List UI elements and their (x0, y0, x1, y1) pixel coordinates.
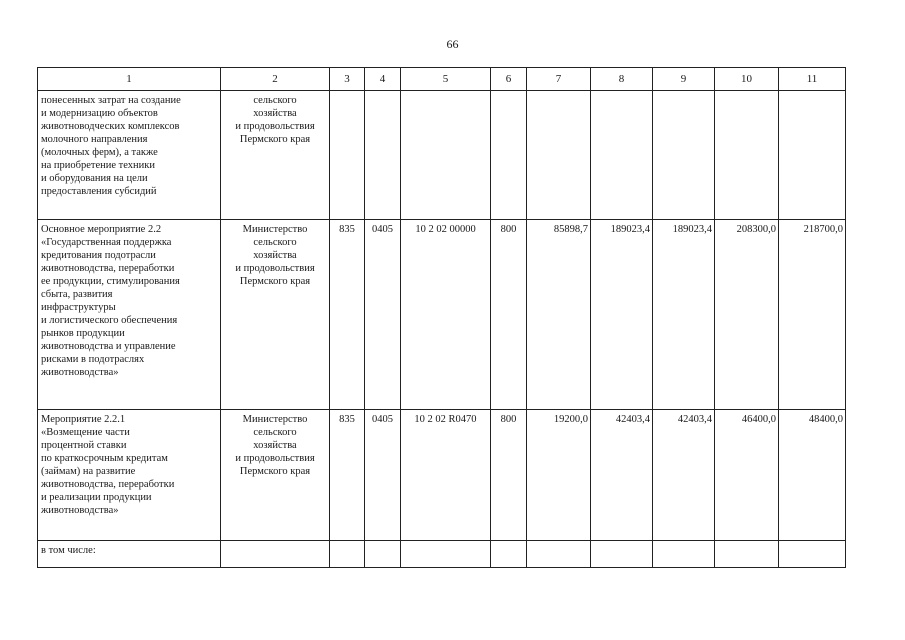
column-header-9: 9 (653, 68, 715, 91)
column-header-10: 10 (715, 68, 779, 91)
row-cell-8: 189023,4 (591, 220, 653, 410)
row-cell-3: 835 (330, 410, 365, 541)
row-name-cell: понесенных затрат на создание и модернизацию объектов животноводческих комплексов молочного направления (молочных ферм), а также на приобретение техники и оборудования на цели предоставления субсидий (38, 91, 221, 220)
row-cell-4 (365, 91, 401, 220)
column-header-2: 2 (221, 68, 330, 91)
row-cell-7 (527, 91, 591, 220)
column-header-6: 6 (491, 68, 527, 91)
row-cell-10 (715, 541, 779, 568)
row-cell-8 (591, 91, 653, 220)
row-cell-8: 42403,4 (591, 410, 653, 541)
row-org-cell: Министерство сельского хозяйства и продовольствия Пермского края (221, 410, 330, 541)
table-row (38, 220, 846, 410)
row-cell-11: 48400,0 (779, 410, 846, 541)
row-cell-9 (653, 541, 715, 568)
row-name-cell: Мероприятие 2.2.1 «Возмещение части процентной ставки по краткосрочным кредитам (займам) на развитие животноводства, переработки и реализации продукции животноводства» (38, 410, 221, 541)
row-cell-5 (401, 91, 491, 220)
row-cell-10: 46400,0 (715, 410, 779, 541)
row-org-cell (221, 541, 330, 568)
row-cell-8 (591, 541, 653, 568)
row-cell-9: 189023,4 (653, 220, 715, 410)
row-cell-9 (653, 91, 715, 220)
row-cell-4: 0405 (365, 410, 401, 541)
row-cell-7 (527, 541, 591, 568)
row-cell-7: 19200,0 (527, 410, 591, 541)
row-cell-4 (365, 541, 401, 568)
row-cell-10: 208300,0 (715, 220, 779, 410)
row-org-cell: сельского хозяйства и продовольствия Пермского края (221, 91, 330, 220)
row-cell-3 (330, 91, 365, 220)
row-cell-3 (330, 541, 365, 568)
column-header-3: 3 (330, 68, 365, 91)
column-header-4: 4 (365, 68, 401, 91)
row-cell-7: 85898,7 (527, 220, 591, 410)
table-row (38, 541, 846, 568)
header-row (38, 68, 846, 91)
row-cell-9: 42403,4 (653, 410, 715, 541)
row-cell-3: 835 (330, 220, 365, 410)
row-org-cell: Министерство сельского хозяйства и продовольствия Пермского края (221, 220, 330, 410)
row-name-cell: Основное мероприятие 2.2 «Государственная поддержка кредитования подотрасли животноводства, переработки ее продукции, стимулирования сбыта, развития инфраструктуры и логистического обеспечения рынков продукции животноводства и управление рисками в подотраслях животноводства» (38, 220, 221, 410)
row-cell-5 (401, 541, 491, 568)
column-header-8: 8 (591, 68, 653, 91)
row-cell-6 (491, 91, 527, 220)
row-cell-4: 0405 (365, 220, 401, 410)
row-cell-5: 10 2 02 00000 (401, 220, 491, 410)
column-header-7: 7 (527, 68, 591, 91)
row-cell-10 (715, 91, 779, 220)
row-cell-11: 218700,0 (779, 220, 846, 410)
column-header-5: 5 (401, 68, 491, 91)
budget-table (37, 67, 846, 568)
row-cell-11 (779, 91, 846, 220)
column-header-11: 11 (779, 68, 846, 91)
row-cell-6: 800 (491, 410, 527, 541)
row-cell-5: 10 2 02 R0470 (401, 410, 491, 541)
row-name-cell: в том числе: (38, 541, 221, 568)
row-cell-6: 800 (491, 220, 527, 410)
table-row (38, 91, 846, 220)
column-header-1: 1 (38, 68, 221, 91)
row-cell-6 (491, 541, 527, 568)
table-row (38, 410, 846, 541)
row-cell-11 (779, 541, 846, 568)
page-number: 66 (446, 37, 459, 51)
